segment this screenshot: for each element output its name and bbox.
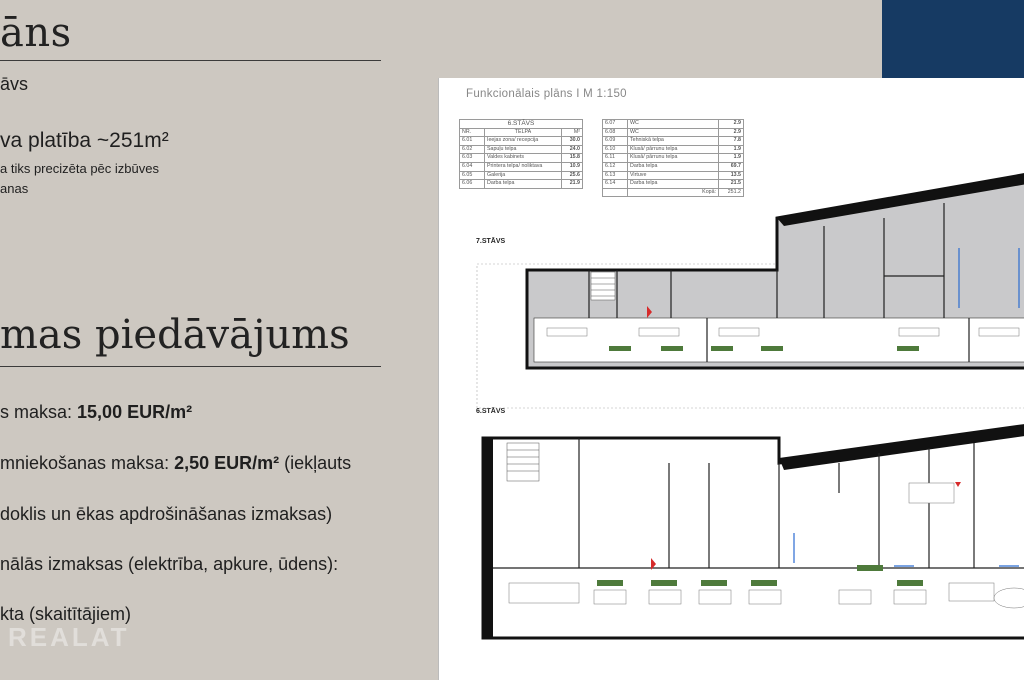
table-row: 6.14 Darba telpa 21.5 [603, 180, 744, 189]
offer-rule [0, 366, 381, 367]
offer-heading: mas piedāvājums [0, 312, 350, 358]
table-title: 6.STĀVS [460, 120, 583, 129]
table-row: 6.07 WC 2.9 [603, 120, 744, 129]
rent-value: 15,00 EUR/m² [77, 402, 193, 422]
table-row: 6.06 Darba telpa 21.9 [460, 180, 583, 189]
area-note-1: a tiks precizēta pēc izbūves [0, 161, 159, 176]
plan-heading: āns [0, 10, 72, 56]
management-line [0, 453, 351, 474]
heading-rule [0, 60, 381, 61]
management-value: 2,50 EUR/m² [174, 453, 280, 473]
table-row: 6.02 Sapuļu telpa 24.0 [460, 145, 583, 154]
col-nr-header: NR. [460, 128, 485, 137]
floor-6-label: 6.STĀVS [476, 408, 506, 415]
meter-line: kta (skaitītājiem) [0, 604, 132, 624]
col-room-header: TELPA [485, 128, 562, 137]
floor-6-drawing [439, 78, 1024, 680]
floor-7-label: 7.STĀVS [476, 238, 506, 245]
table-row: 6.12 Darba telpa 69.7 [603, 162, 744, 171]
table-row: 6.13 Virtuve 13.5 [603, 171, 744, 180]
table-row: 6.11 Klusā/ pārrunu telpa 1.9 [603, 154, 744, 163]
utilities-line: nālās izmaksas (elektrība, apkure, ūdens): [0, 554, 339, 574]
tax-line: doklis un ēkas apdrošināšanas izmaksas) [0, 504, 333, 524]
table-row: 6.10 Klusā/ pārrunu telpa 1.9 [603, 145, 744, 154]
rent-label: s maksa: [0, 402, 78, 422]
area-note-2: anas [0, 181, 29, 196]
table-row: 6.09 Tehniskā telpa 7.8 [603, 137, 744, 146]
floor-plan-sheet [438, 78, 1024, 680]
brand-accent-block [882, 0, 1024, 78]
management-tail: (iekļauts [279, 453, 352, 473]
table-row: 6.04 Printera telpa/ noliktava 10.9 [460, 162, 583, 171]
management-label: mniekošanas maksa: [0, 453, 175, 473]
table-total-row: Kopā: 251.2 [603, 188, 744, 197]
floor-text: āvs [0, 74, 29, 94]
watermark-logo: REALAT [8, 622, 130, 652]
area-line: va platība ~251m² [0, 129, 169, 152]
table-row: 6.03 Valdes kabinets 15.8 [460, 154, 583, 163]
table-row: 6.01 Ieejas zona/ recepcija 30.0 [460, 137, 583, 146]
table-row: 6.08 WC 2.9 [603, 128, 744, 137]
rent-line [0, 402, 192, 423]
table-row: 6.05 Galerija 25.6 [460, 171, 583, 180]
plan-title: Funkcionālais plāns I M 1:150 [466, 88, 627, 100]
col-area-header: M² [562, 128, 583, 137]
